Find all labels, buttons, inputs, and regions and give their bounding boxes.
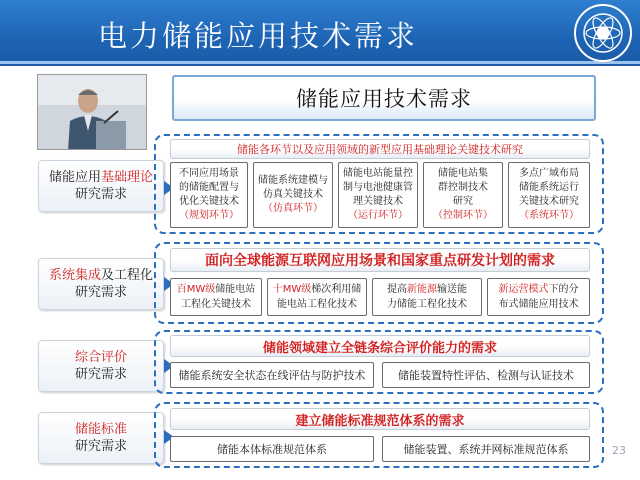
project-box: 十MW级梯次利用储 能电站工程化技术 [267,278,367,316]
evaluation-box: 储能系统安全状态在线评估与防护技术 [170,362,374,388]
standard-box: 储能本体标准规范体系 [170,436,374,462]
label-text: 研究需求 [74,367,127,382]
topic-box: 储能电站能量控 制与电池健康管 理关键技术 （运行环节） [338,162,418,228]
row-label-system-integration [38,258,164,310]
label-text: 研究需求 [74,285,127,300]
label-text: 研究需求 [74,439,127,454]
banner-evaluation: 储能领域建立全链条综合评价能力的需求 [170,335,590,357]
label-highlight: 储能标准 [74,422,127,437]
academy-seal-logo [572,2,634,64]
evaluation-box: 储能装置特性评估、检测与认证技术 [382,362,590,388]
label-text: 及工程化 [101,268,154,283]
standard-box: 储能装置、系统并网标准规范体系 [382,436,590,462]
label-text: 储能应用 [48,170,101,185]
page-number: 23 [612,444,626,457]
project-box: 提高新能源输送能 力储能工程化技术 [372,278,482,316]
speaker-photo [37,74,147,150]
label-text: 研究需求 [74,187,127,202]
row-label-evaluation [38,340,164,392]
project-box: 百MW级储能电站 工程化关键技术 [170,278,262,316]
topic-box: 多点广域布局 储能系统运行 关键技术研究 （系统环节） [508,162,590,228]
label-highlight: 系统集成 [48,268,101,283]
banner-basic-theory: 储能各环节以及应用领域的新型应用基础理论关键技术研究 [170,139,590,159]
topic-box: 储能电站集 群控制技术 研究 （控制环节） [423,162,503,228]
slide-title: 电力储能应用技术需求 [98,19,419,53]
title-bar [0,0,640,66]
banner-standards: 建立储能标准规范体系的需求 [170,408,590,430]
title-underline [0,61,640,64]
row-label-basic-theory [38,160,164,212]
label-highlight: 基础理论 [101,170,154,185]
label-highlight: 综合评价 [74,350,127,365]
banner-system-integration: 面向全球能源互联网应用场景和国家重点研发计划的需求 [170,248,590,272]
row-label-standards [38,412,164,464]
topic-box: 不同应用场景 的储能配置与 优化关键技术 （规划环节） [170,162,248,228]
topic-box: 储能系统建模与 仿真关键技术 （仿真环节） [253,162,333,228]
main-heading: 储能应用技术需求 [172,75,596,121]
project-box: 新运营模式下的分 布式储能应用技术 [487,278,590,316]
